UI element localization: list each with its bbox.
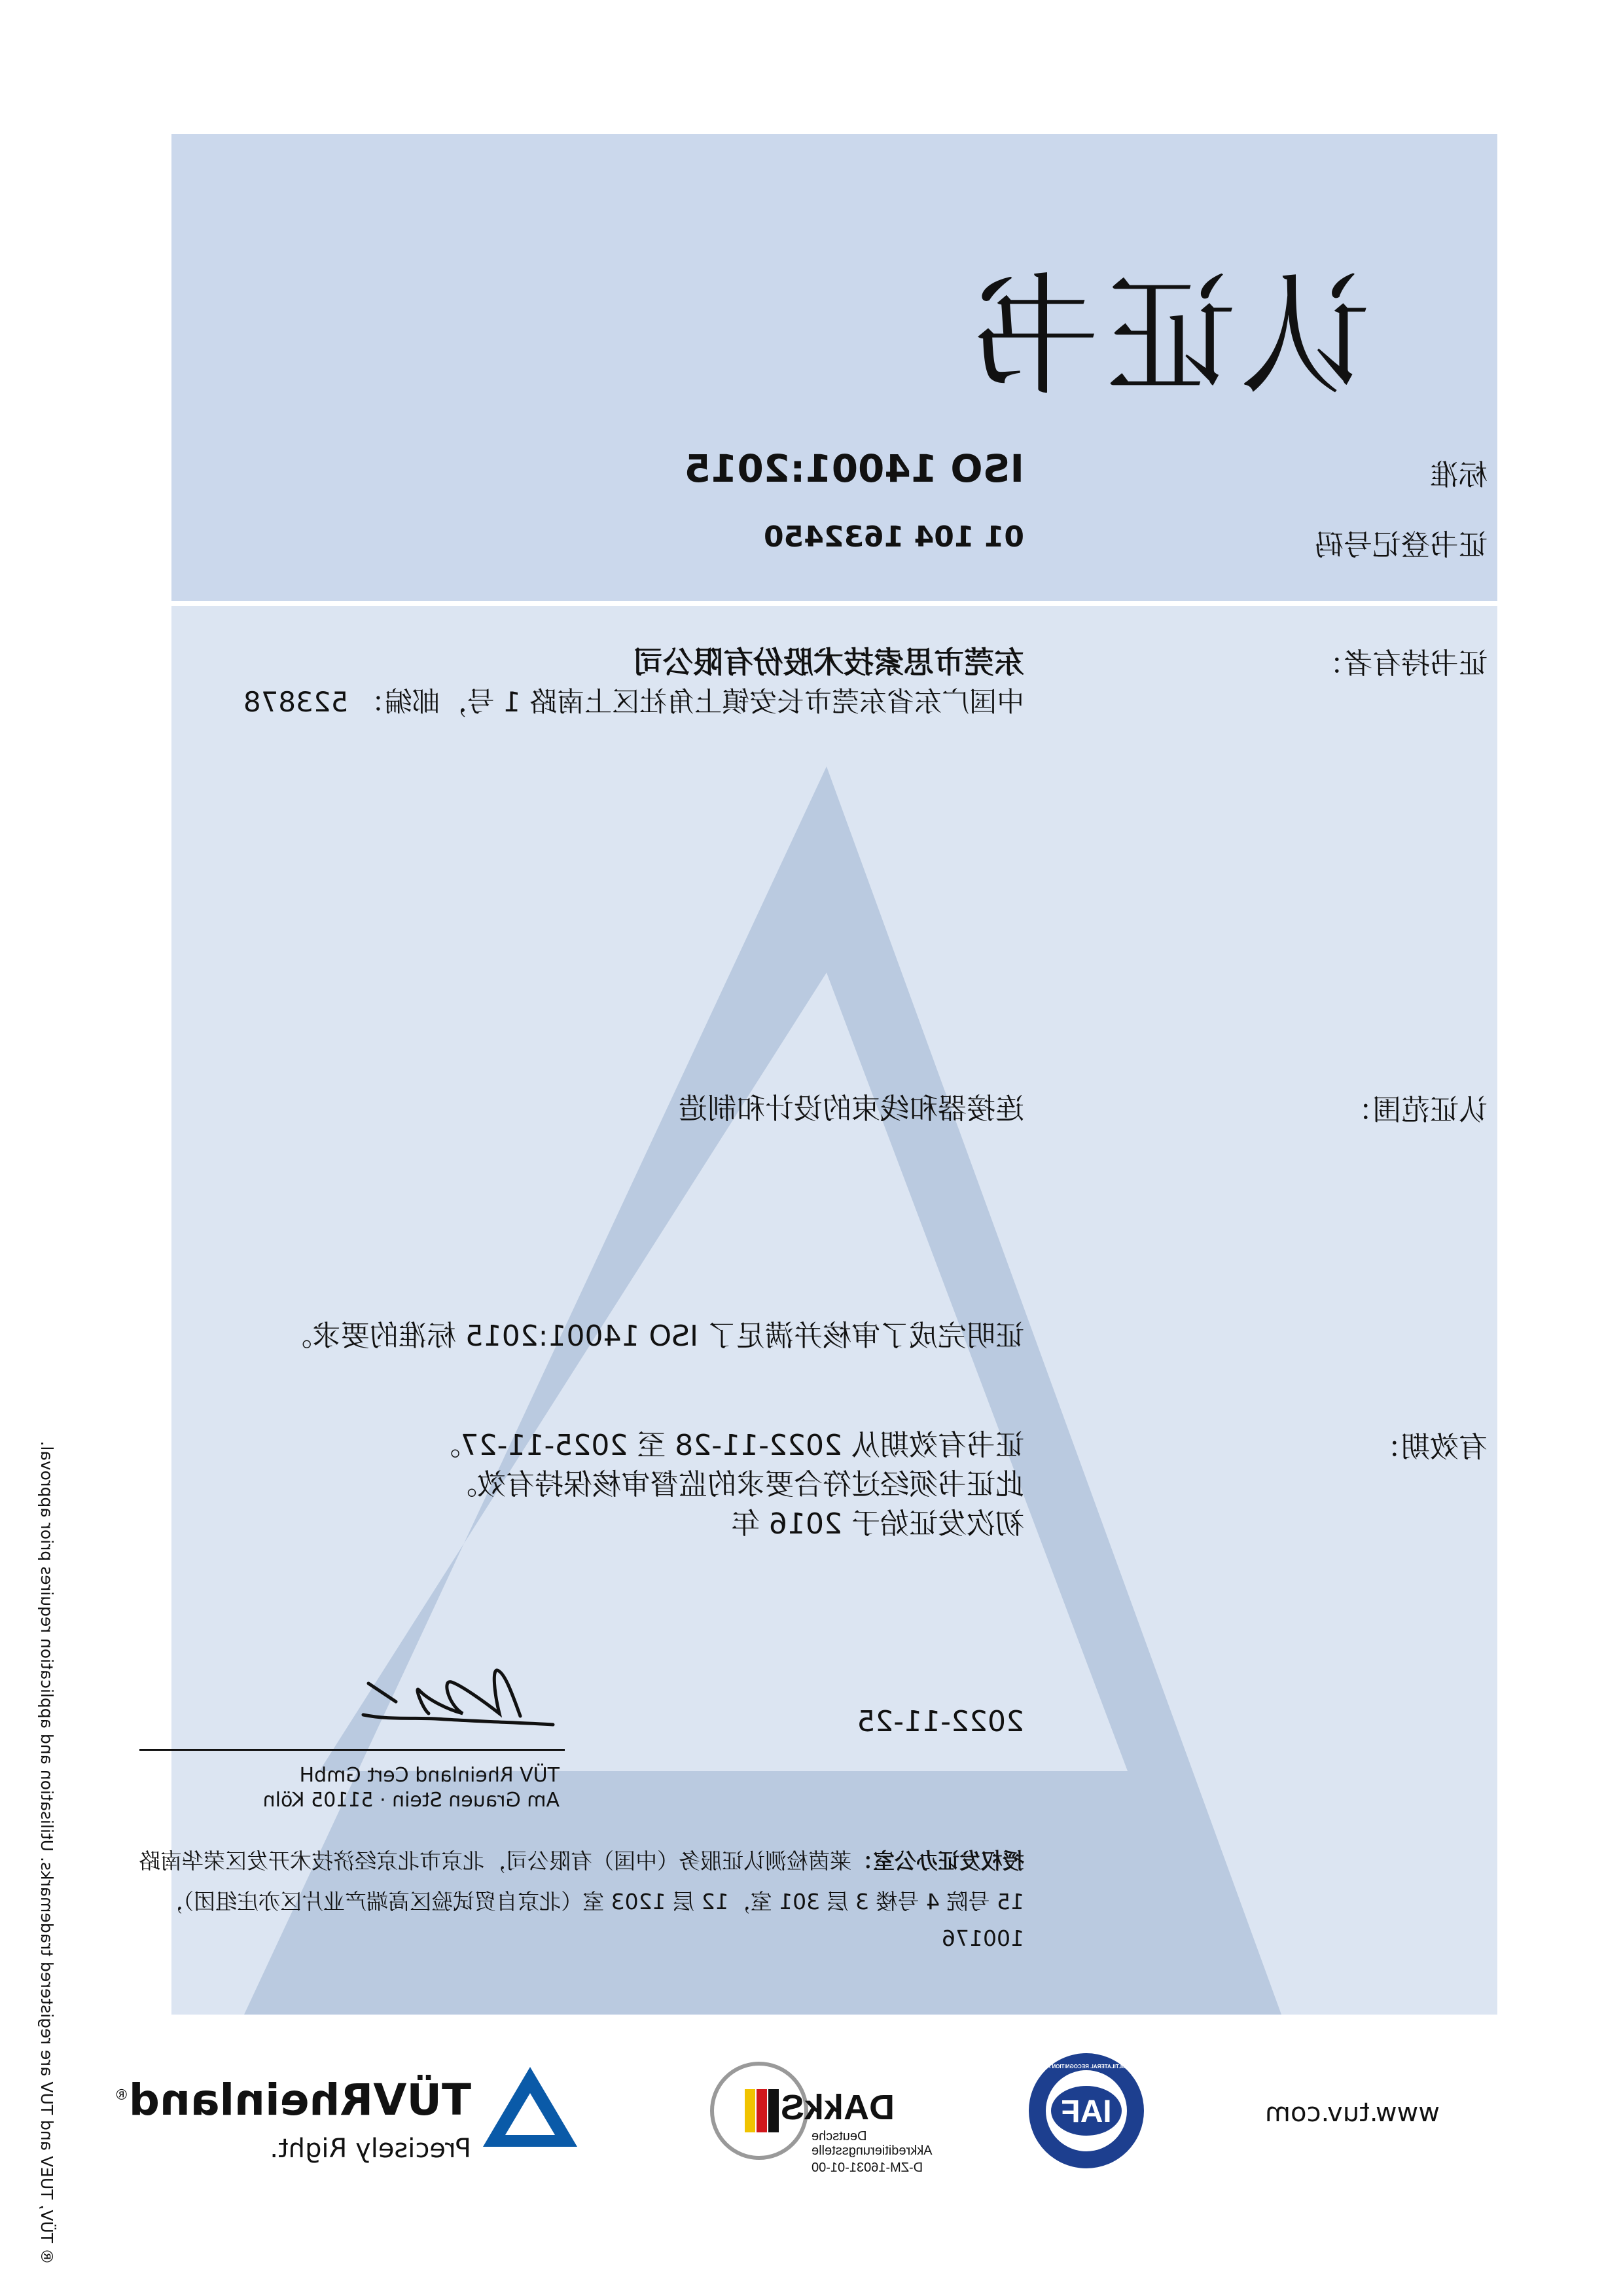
dakks-logo xyxy=(700,2049,975,2179)
issuer-address: Am Grauen Stein · 51105 Köln xyxy=(262,1789,560,1812)
office-label: 授权发证办公室： xyxy=(851,1848,1024,1874)
validity-line1: 证书有效期从 2022-11-28 至 2025-11-27。 xyxy=(431,1429,1024,1462)
office-line2: 15 号院 4 号楼 3 层 301 室，12 层 1203 室（北京自贸试验区高端产业片区亦庄组团）， xyxy=(161,1889,1024,1914)
issue-date: 2022-11-25 xyxy=(857,1705,1024,1738)
iaf-ring-text: MEMBER OF MULTILATERAL RECOGNITION ARRANGEMENT xyxy=(1009,2064,1164,2070)
iaf-logo xyxy=(995,2049,1178,2173)
trademark-side-note: ® TÜV, TUEV and TUV are registered trademarks. Utilisation and application requires prior approval. xyxy=(37,1441,56,2265)
registration-label: 证书登记号码 xyxy=(1315,529,1488,562)
dakks-text: DAkkS xyxy=(780,2088,895,2127)
holder-address: 中国广东省东莞市长安镇上角社区上南路 1 号，邮编： 523878 xyxy=(243,686,1024,718)
registration-value: 01 104 1632450 xyxy=(763,520,1024,554)
website-link[interactable]: www.tuv.com xyxy=(1265,2098,1440,2128)
validity-label: 有效期： xyxy=(1372,1431,1488,1464)
tuv-brand xyxy=(115,2075,471,2125)
tuv-brand-text: TÜVRheinland xyxy=(128,2075,471,2125)
dakks-sub2: Akkreditierungsstelle xyxy=(812,2144,933,2158)
iaf-text: IAF xyxy=(1061,2094,1112,2129)
page-title: 认证书 xyxy=(966,261,1371,414)
tuv-slogan: Precisely Right. xyxy=(270,2134,471,2164)
signature-line xyxy=(139,1749,565,1751)
validity-line3: 初次发证始于 2016 年 xyxy=(731,1507,1024,1541)
standard-value: ISO 14001:2015 xyxy=(684,446,1024,491)
dakks-id: D-ZM-16031-01-00 xyxy=(812,2161,923,2175)
scope-value: 连接器和线束的设计和制造 xyxy=(679,1092,1024,1126)
holder-company: 东莞市思索技术股份有限公司 xyxy=(633,645,1024,680)
signature xyxy=(350,1662,560,1741)
panel-divider xyxy=(171,601,1497,606)
tuv-triangle-logo xyxy=(478,2062,582,2153)
office-line3: 100176 xyxy=(942,1926,1024,1951)
tuv-registered-mark: ® xyxy=(114,2087,129,2104)
holder-label: 证书持有者： xyxy=(1315,647,1488,681)
statement: 证明完成了审核并满足了 ISO 14001:2015 标准的要求。 xyxy=(283,1319,1024,1353)
issuer-name: TÜV Rheinland Cert GmbH xyxy=(299,1764,560,1787)
office-line1 xyxy=(139,1844,1024,1875)
validity-line2: 此证书须经过符合要求的监督审核保持有效。 xyxy=(448,1468,1024,1501)
scope-label: 认证范围： xyxy=(1344,1094,1488,1127)
standard-label: 标准 xyxy=(1430,459,1488,492)
office-text: 莱茵检测认证服务（中国）有限公司，北京市北京经济技术开发区荣华南路 xyxy=(139,1848,851,1874)
dakks-sub1: Deutsche xyxy=(812,2129,867,2144)
